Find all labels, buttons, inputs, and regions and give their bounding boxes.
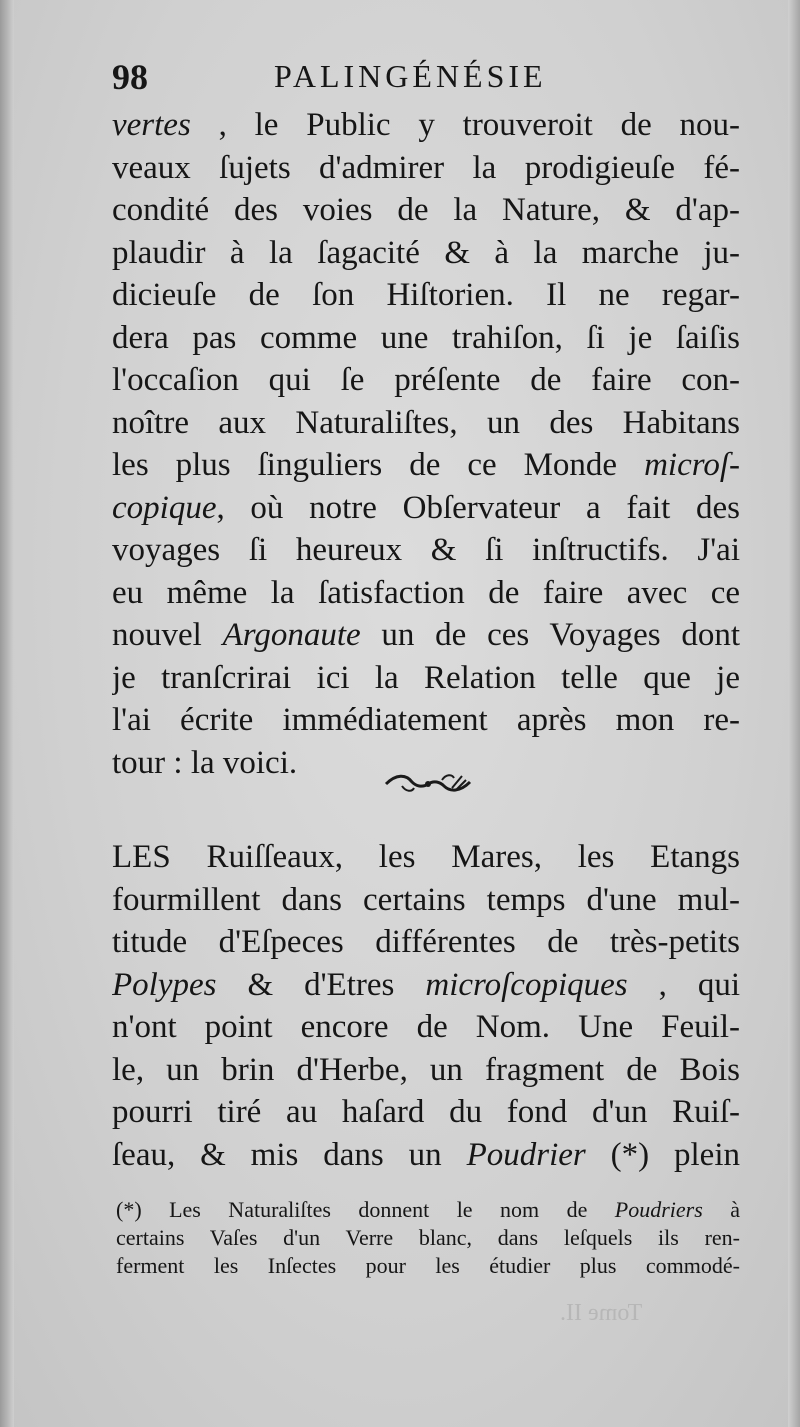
running-head: PALINGÉNÉSIE — [274, 58, 547, 94]
footnote-line: (*) Les Naturaliſtes donnent le nom de Poudriers à — [116, 1197, 740, 1222]
fleuron-ornament-icon — [382, 772, 474, 796]
text-line: fourmillent dans certains temps d'une mul- — [112, 881, 740, 918]
text-line: plaudir à la ſagacité & à la marche ju- — [112, 234, 740, 271]
paragraph-1 — [112, 104, 740, 784]
text-line: l'occaſion qui ſe préſente de faire con- — [112, 362, 740, 398]
text-line: n'ont point encore de Nom. Une Feuil- — [112, 1009, 740, 1045]
text-line: tour : la voici. — [112, 744, 298, 781]
text-line: LES Ruiſſeaux, les Mares, les Etangs — [112, 839, 740, 875]
text-line: copique, où notre Obſervateur a fait des — [112, 489, 740, 526]
footnote-line: certains Vaſes d'un Verre blanc, dans leſquels ils ren- — [116, 1225, 740, 1250]
text-line: je tranſcrirai ici la Relation telle que je — [112, 659, 740, 696]
footnote — [116, 1196, 740, 1280]
text-line: le, un brin d'Herbe, un fragment de Bois — [112, 1051, 740, 1088]
text-line: eu même la ſatisfaction de faire avec ce — [112, 574, 740, 611]
page-header — [112, 54, 712, 102]
page-edge-right — [788, 0, 800, 1427]
text-line: pourri tiré au haſard du fond d'un Ruiſ- — [112, 1094, 740, 1130]
text-line: titude d'Eſpeces différentes de très-petits — [112, 924, 740, 960]
text-line: nouvel Argonaute un de ces Voyages dont — [112, 617, 740, 653]
text-line: ſeau, & mis dans un Poudrier (*) plein — [112, 1136, 740, 1173]
paragraph-2 — [112, 836, 740, 1176]
text-line: noître aux Naturaliſtes, un des Habitans — [112, 404, 740, 441]
text-line: dicieuſe de ſon Hiſtorien. Il ne regar- — [112, 277, 740, 313]
text-line: Polypes & d'Etres microſcopiques , qui — [112, 966, 740, 1003]
text-line: veaux ſujets d'admirer la prodigieuſe fé- — [112, 149, 740, 186]
text-line: vertes , le Public y trouveroit de nou- — [112, 107, 740, 143]
page-edge-left — [0, 0, 14, 1427]
text-line: dera pas comme une trahiſon, ſi je ſaiſis — [112, 319, 740, 356]
text-line: condité des voies de la Nature, & d'ap- — [112, 192, 740, 228]
footnote-line: ferment les Inſectes pour les étudier plus commodé- — [116, 1253, 740, 1278]
text-line: voyages ſi heureux & ſi inſtructifs. J'ai — [112, 532, 740, 568]
text-line: les plus ſinguliers de ce Monde microſ- — [112, 447, 740, 483]
text-line: l'ai écrite immédiatement après mon re- — [112, 702, 740, 738]
page-number: 98 — [112, 57, 148, 97]
show-through-text: Tome II. — [560, 1300, 643, 1326]
